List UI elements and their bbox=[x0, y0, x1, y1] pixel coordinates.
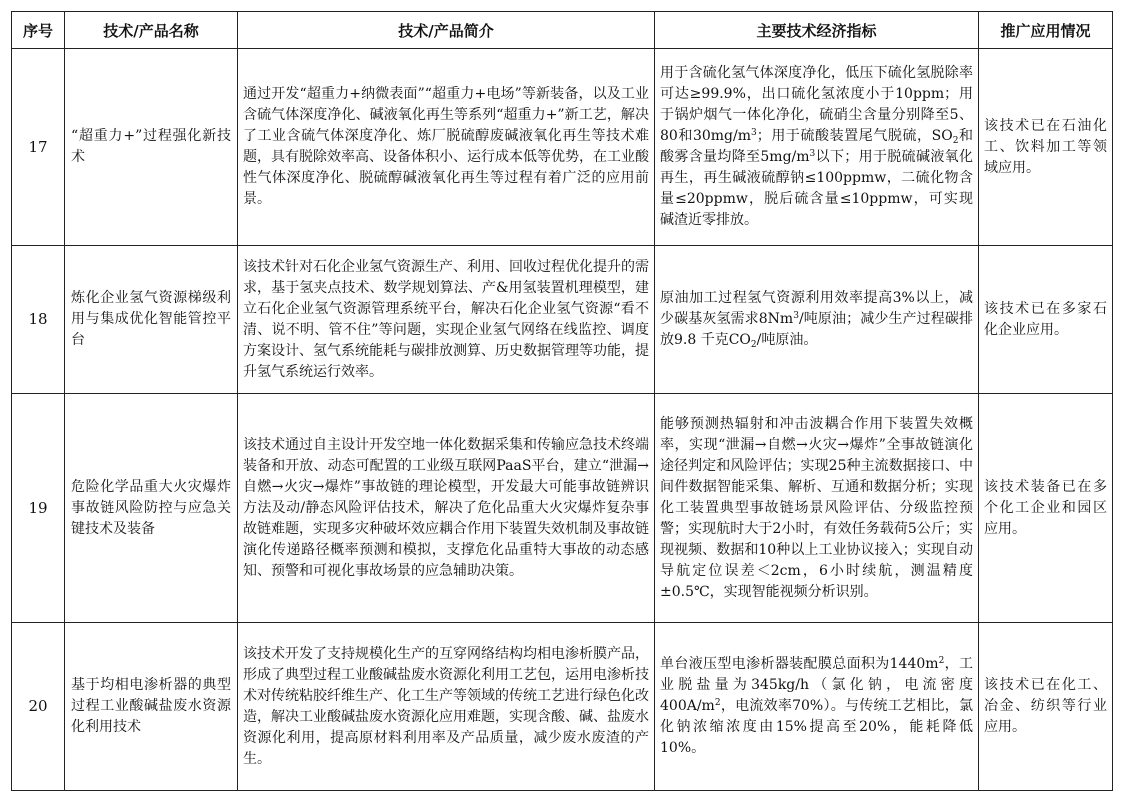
indicator-text: 以下；用于脱硫碱液氧化再生，再生碱液硫醇钠≤100ppmw，二硫化物含量≤20ppmw，脱后硫含量≤10ppmw，可实现碱渣近零排放。 bbox=[660, 149, 974, 228]
header-intro: 技术/产品简介 bbox=[238, 12, 655, 49]
indicator-text: 和酸雾含量均降至5mg/m bbox=[660, 128, 974, 165]
header-indicators: 主要技术经济指标 bbox=[655, 12, 979, 49]
table-header-row bbox=[12, 12, 1113, 49]
row-number: 20 bbox=[12, 623, 65, 791]
tech-indicators bbox=[655, 623, 979, 791]
tech-name: 基于均相电渗析器的典型过程工业酸碱盐废水资源化利用技术 bbox=[65, 623, 238, 791]
tech-indicators: 能够预测热辐射和冲击波耦合作用下装置失效概率，实现“泄漏→自燃→火灾→爆炸”全事故链演化途径判定和风险评估；实现25种主流数据接口、中间件数据智能采集、解析、互通和数据分析；实现化工装置典型事故链场景风险评估、分级监控预警；实现航时大于2小时，有效任务载荷5公斤；实现视频、数据和10种以上工业协议接入；实现自动导航定位误差＜2cm，6小时续航，测温精度±0.5℃，实现智能视频分析识别。 bbox=[655, 394, 979, 623]
tech-application: 该技术已在化工、冶金、纺织等行业应用。 bbox=[979, 623, 1113, 791]
subscript: 2 bbox=[952, 136, 959, 146]
indicator-text: ，工业脱盐量为345kg/h（氯化钠，电流密度400A/m bbox=[660, 656, 974, 714]
tech-intro: 该技术通过自主设计开发空地一体化数据采集和传输应急技术终端装备和开放、动态可配置的工业级互联网PaaS平台，建立“泄漏→自燃→火灾→爆炸”事故链的理论模型，开发最大可能事故链辨识方法及动/静态风险评估技术，解决了危化品重大火灾爆炸复杂事故链难题，实现多灾种破坏效应耦合作用下装置失效机制及事故链演化传递路径概率预测和模拟，支撑危化品重特大事故的动态感知、预警和可视化事故场景的应急辅助决策。 bbox=[238, 394, 655, 623]
tech-application: 该技术装备已在多个化工企业和园区应用。 bbox=[979, 394, 1113, 623]
indicator-text: 原油加工过程氢气资源利用效率提高3%以上，减少碳基灰氢需求8Nm bbox=[660, 290, 973, 327]
indicator-text: /吨原油；减少生产过程碳排放9.8 千克CO bbox=[660, 311, 974, 348]
row-number: 19 bbox=[12, 394, 65, 623]
table-row bbox=[12, 246, 1113, 394]
tech-intro: 该技术针对石化企业氢气资源生产、利用、回收过程优化提升的需求，基于氢夹点技术、数学规划算法、产&用氢装置机理模型，建立石化企业氢气资源管理系统平台，解决石化企业氢气资源“看不清、说不明、管不住”等问题，实现企业氢气网络在线监控、调度方案设计、氢气系统能耗与碳排放测算、历史数据管理等功能，提升氢气系统运行效率。 bbox=[238, 246, 655, 394]
tech-indicators bbox=[655, 246, 979, 394]
technology-table bbox=[11, 11, 1113, 791]
indicator-text: 用于含硫化氢气体深度净化，低压下硫化氢脱除率可达≥99.9%，出口硫化氢浓度小于10ppm；用于锅炉烟气一体化净化，硫硝尘含量分别降至5、80和30mg/m bbox=[660, 65, 973, 144]
subscript: 2 bbox=[750, 340, 757, 350]
tech-intro: 该技术开发了支持规模化生产的互穿网络结构均相电渗析膜产品，形成了典型过程工业酸碱盐废水资源化利用工艺包，运用电渗析技术对传统粘胶纤维生产、化工生产等领域的传统工艺进行绿色化改造，解决工业酸碱盐废水资源化应用难题，实现含酸、碱、盐废水资源化利用，提高原材料利用率及产品质量，减少废水废渣的产生。 bbox=[238, 623, 655, 791]
superscript: 2 bbox=[938, 656, 945, 666]
superscript: 3 bbox=[809, 149, 816, 159]
superscript: 2 bbox=[714, 698, 721, 708]
table-row bbox=[12, 394, 1113, 623]
tech-name: “超重力+”过程强化新技术 bbox=[65, 49, 238, 246]
tech-indicators bbox=[655, 49, 979, 246]
tech-name: 炼化企业氢气资源梯级利用与集成优化智能管控平台 bbox=[65, 246, 238, 394]
header-no: 序号 bbox=[12, 12, 65, 49]
tech-application: 该技术已在石油化工、饮料加工等领域应用。 bbox=[979, 49, 1113, 246]
row-number: 17 bbox=[12, 49, 65, 246]
indicator-text: /吨原油。 bbox=[756, 332, 818, 348]
tech-intro: 通过开发“超重力+纳微表面”“超重力+电场”等新装备，以及工业含硫气体深度净化、碱液氧化再生等系列“超重力+”新工艺，解决了工业含硫气体深度净化、炼厂脱硫醇废碱液氧化再生等技术难题，具有脱除效率高、设备体积小、运行成本低等优势，在工业酸性气体深度净化、脱硫醇碱液氧化再生等过程有着广泛的应用前景。 bbox=[238, 49, 655, 246]
tech-application: 该技术已在多家石化企业应用。 bbox=[979, 246, 1113, 394]
indicator-text: ，电流效率70%）。与传统工艺相比，氯化钠浓缩浓度由15%提高至20%，能耗降低10%。 bbox=[660, 698, 973, 756]
table-row bbox=[12, 49, 1113, 246]
superscript: 3 bbox=[793, 311, 799, 321]
superscript: 3 bbox=[751, 128, 757, 138]
header-application: 推广应用情况 bbox=[979, 12, 1113, 49]
indicator-text: ；用于硫酸装置尾气脱硫，SO bbox=[756, 128, 953, 144]
header-name: 技术/产品名称 bbox=[65, 12, 238, 49]
indicator-text: 单台液压型电渗析器装配膜总面积为1440m bbox=[660, 656, 939, 672]
row-number: 18 bbox=[12, 246, 65, 394]
table-row bbox=[12, 623, 1113, 791]
tech-name: 危险化学品重大火灾爆炸事故链风险防控与应急关键技术及装备 bbox=[65, 394, 238, 623]
